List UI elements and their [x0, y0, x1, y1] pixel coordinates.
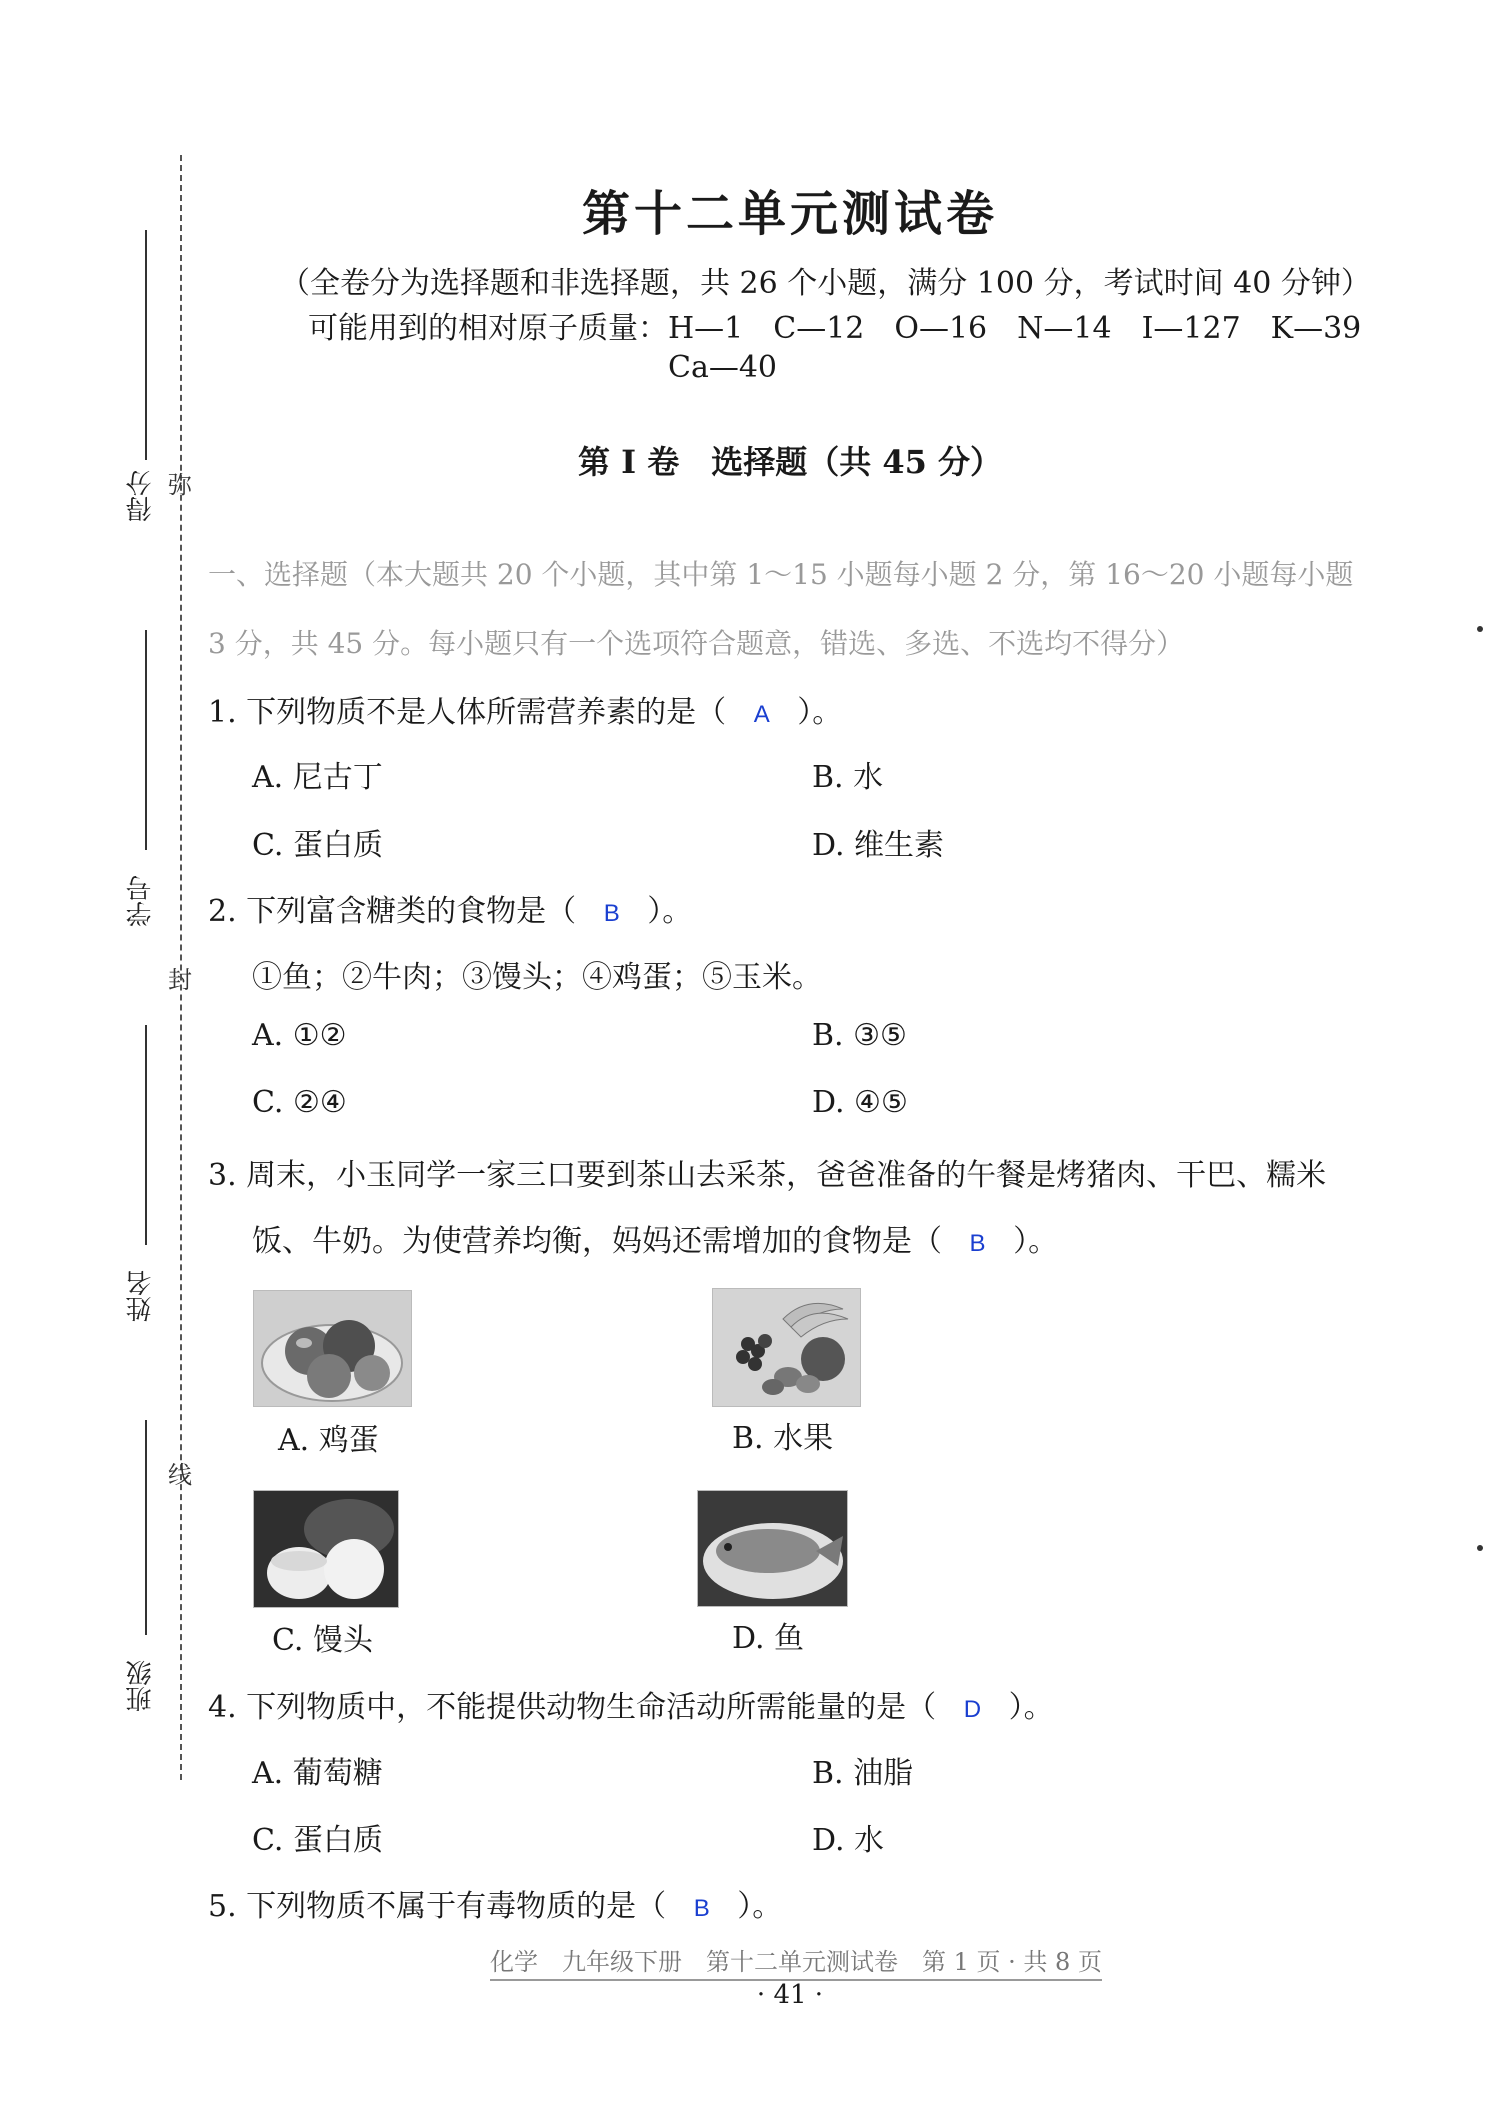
seal-char-xian: 线 [168, 1461, 192, 1489]
q3-option-a: A. 鸡蛋 [278, 1423, 379, 1458]
question-4-answer: D [963, 1696, 982, 1723]
question-2-stem: 2. 下列富含糖类的食物是（ [208, 894, 577, 929]
fish-photo [697, 1490, 848, 1607]
question-1-stem-end: ）。 [797, 695, 843, 730]
question-5-stem-end: ）。 [737, 1889, 783, 1924]
class-label: 班级 [126, 1660, 156, 1712]
q3-option-d: D. 鱼 [732, 1621, 805, 1656]
question-3-line1: 3. 周末，小玉同学一家三口要到茶山去采茶，爸爸准备的午餐是烤猪肉、干巴、糯米 [208, 1158, 1327, 1193]
q1-option-b: B. 水 [812, 760, 884, 795]
margin-dot [1477, 626, 1483, 632]
q1-option-a: A. 尼古丁 [252, 760, 383, 795]
fruit-photo [712, 1288, 861, 1407]
question-2 [208, 886, 692, 930]
question-5-stem: 5. 下列物质不属于有毒物质的是（ [208, 1889, 667, 1924]
q4-option-d: D. 水 [812, 1823, 885, 1858]
question-2-stem-end: ）。 [647, 894, 693, 929]
page-footer: 化学 九年级下册 第十二单元测试卷 第 1 页 · 共 8 页 [490, 1942, 1102, 1981]
q3-option-b: B. 水果 [732, 1421, 834, 1456]
section-title: 第 I 卷 选择题（共 45 分） [577, 443, 1003, 481]
name-underline [145, 1025, 147, 1245]
page-title: 第十二单元测试卷 [581, 186, 998, 242]
student-id-underline [145, 630, 147, 850]
score-underline [145, 230, 147, 460]
question-3-stem: 饭、牛奶。为使营养均衡，妈妈还需增加的食物是（ [252, 1224, 942, 1259]
student-id-label: 学号 [126, 875, 156, 927]
q1-option-d: D. 维生素 [812, 828, 945, 863]
q4-option-b: B. 油脂 [812, 1756, 914, 1791]
score-label: 得分 [126, 470, 156, 522]
question-5 [208, 1881, 782, 1925]
question-1 [208, 687, 842, 731]
exam-note: （全卷分为选择题和非选择题，共 26 个小题，满分 100 分，考试时间 40 分钟） [280, 266, 1371, 301]
q4-option-a: A. 葡萄糖 [252, 1756, 383, 1791]
class-underline [145, 1420, 147, 1635]
question-1-answer: A [753, 701, 770, 728]
q2-option-c: C. ②④ [252, 1085, 347, 1120]
q2-option-a: A. ①② [252, 1018, 347, 1053]
question-4-stem-end: ）。 [1008, 1690, 1054, 1725]
seal-char-feng: 封 [168, 966, 192, 994]
q4-option-c: C. 蛋白质 [252, 1823, 383, 1858]
question-4 [208, 1682, 1054, 1726]
q2-option-b: B. ③⑤ [812, 1018, 907, 1053]
q2-option-d: D. ④⑤ [812, 1085, 908, 1120]
name-label: 姓名 [126, 1270, 156, 1322]
question-3-stem-end: ）。 [1013, 1224, 1059, 1259]
atomic-masses-line1: 可能用到的相对原子质量：H—1 C—12 O—16 N—14 I—127 K—39 [308, 311, 1362, 346]
q3-option-c: C. 馒头 [272, 1623, 373, 1658]
egg-photo [253, 1290, 412, 1407]
steamed-bun-photo [253, 1490, 399, 1608]
section-instruction-line2: 3 分，共 45 分。每小题只有一个选项符合题意，错选、多选、不选均不得分） [208, 627, 1185, 660]
question-4-stem: 4. 下列物质中，不能提供动物生命活动所需能量的是（ [208, 1690, 937, 1725]
question-3 [252, 1216, 1058, 1260]
page-number: · 41 · [756, 1980, 824, 2010]
margin-dot [1477, 1545, 1483, 1551]
question-3-answer: B [969, 1230, 986, 1257]
question-2-items: ①鱼；②牛肉；③馒头；④鸡蛋；⑤玉米。 [252, 960, 822, 995]
question-5-answer: B [693, 1895, 710, 1922]
q1-option-c: C. 蛋白质 [252, 828, 383, 863]
atomic-masses-line2: Ca—40 [668, 350, 778, 385]
section-instruction-line1: 一、选择题（本大题共 20 个小题，其中第 1～15 小题每小题 2 分，第 16～20 小题每小题 [208, 558, 1354, 591]
seal-char-mi: 弥 [168, 471, 192, 499]
question-1-stem: 1. 下列物质不是人体所需营养素的是（ [208, 695, 727, 730]
question-2-answer: B [603, 900, 620, 927]
